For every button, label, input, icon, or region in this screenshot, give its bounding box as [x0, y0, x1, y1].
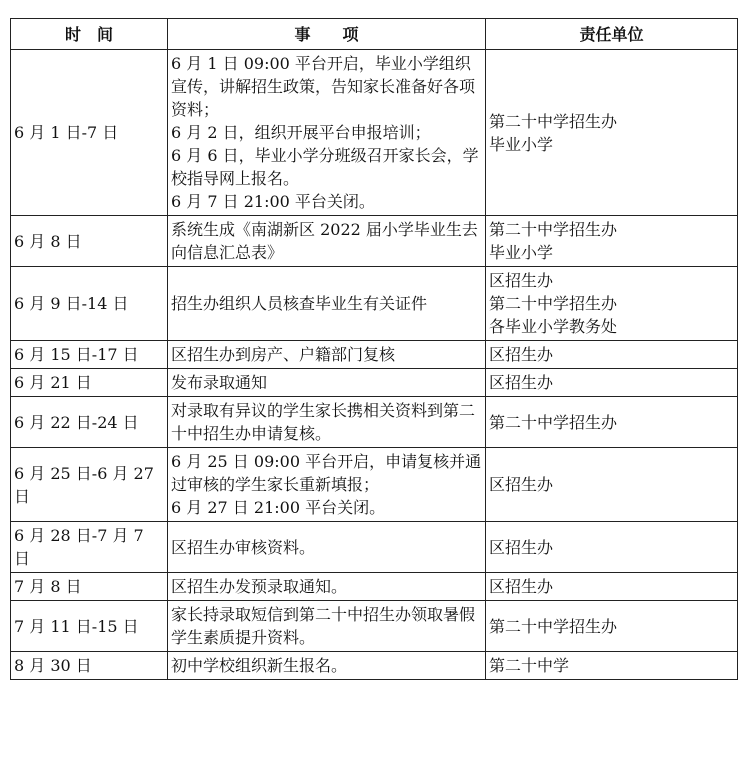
dept-cell — [486, 341, 738, 369]
time-cell: 6 月 1 日-7 日 — [11, 50, 168, 216]
dept-line: 第二十中学招生办 — [489, 220, 618, 239]
item-cell — [168, 267, 486, 341]
time-cell: 6 月 15 日-17 日 — [11, 341, 168, 369]
item-cell — [168, 573, 486, 601]
item-line: 对录取有异议的学生家长携相关资料到第二十中招生办申请复核。 — [171, 401, 476, 443]
header-dept: 责任单位 — [486, 19, 738, 50]
dept-line: 毕业小学 — [489, 243, 554, 262]
time-cell: 6 月 25 日-6 月 27 日 — [11, 448, 168, 522]
item-line: 家长持录取短信到第二十中招生办领取暑假学生素质提升资料。 — [171, 605, 476, 647]
item-line: 6 月 1 日 09:00 平台开启，毕业小学组织宣传，讲解招生政策，告知家长准备好各项资料； — [171, 54, 476, 119]
dept-line: 各毕业小学教务处 — [489, 317, 618, 336]
dept-line: 第二十中学招生办 — [489, 616, 618, 636]
table-row — [11, 267, 738, 341]
dept-cell — [486, 448, 738, 522]
dept-line: 第二十中学招生办 — [489, 412, 618, 432]
item-cell — [168, 652, 486, 680]
item-line: 区招生办审核资料。 — [171, 537, 316, 557]
time-cell: 6 月 21 日 — [11, 369, 168, 397]
time-cell: 6 月 22 日-24 日 — [11, 397, 168, 448]
table-row — [11, 448, 738, 522]
dept-cell — [486, 601, 738, 652]
table-row — [11, 341, 738, 369]
item-cell — [168, 216, 486, 267]
dept-line: 区招生办 — [489, 373, 554, 392]
dept-line: 区招生办 — [489, 271, 554, 290]
enrollment-schedule-table — [10, 18, 738, 680]
item-line: 区招生办到房产、户籍部门复核 — [171, 345, 396, 364]
item-cell — [168, 522, 486, 573]
table-row — [11, 601, 738, 652]
item-cell — [168, 448, 486, 522]
item-line: 6 月 7 日 21:00 平台关闭。 — [171, 192, 375, 211]
item-cell — [168, 601, 486, 652]
dept-line: 区招生办 — [489, 345, 554, 364]
time-cell: 7 月 8 日 — [11, 573, 168, 601]
table-header-row — [11, 19, 738, 50]
table-row — [11, 522, 738, 573]
dept-cell — [486, 522, 738, 573]
dept-cell — [486, 652, 738, 680]
item-cell — [168, 369, 486, 397]
time-cell: 8 月 30 日 — [11, 652, 168, 680]
item-line: 初中学校组织新生报名。 — [171, 656, 348, 675]
dept-line: 区招生办 — [489, 577, 554, 596]
dept-line: 第二十中学 — [489, 656, 570, 675]
table-row — [11, 573, 738, 601]
dept-cell — [486, 50, 738, 216]
time-cell: 6 月 8 日 — [11, 216, 168, 267]
item-line: 6 月 27 日 21:00 平台关闭。 — [171, 498, 386, 517]
item-line: 6 月 2 日，组织开展平台申报培训； — [171, 123, 431, 142]
table-row — [11, 369, 738, 397]
item-line: 区招生办发预录取通知。 — [171, 577, 348, 596]
dept-cell — [486, 216, 738, 267]
table-row — [11, 216, 738, 267]
header-item: 事 项 — [168, 19, 486, 50]
item-cell — [168, 341, 486, 369]
dept-cell — [486, 397, 738, 448]
item-line: 招生办组织人员核查毕业生有关证件 — [171, 294, 428, 313]
item-cell — [168, 397, 486, 448]
item-line: 发布录取通知 — [171, 373, 268, 392]
time-cell: 7 月 11 日-15 日 — [11, 601, 168, 652]
table-row — [11, 652, 738, 680]
item-line: 系统生成《南湖新区 2022 届小学毕业生去向信息汇总表》 — [171, 220, 478, 262]
header-time: 时 间 — [11, 19, 168, 50]
item-line: 6 月 6 日，毕业小学分班级召开家长会，学校指导网上报名。 — [171, 146, 479, 188]
dept-cell — [486, 267, 738, 341]
dept-line: 第二十中学招生办 — [489, 294, 618, 313]
dept-cell — [486, 369, 738, 397]
dept-line: 第二十中学招生办 — [489, 111, 618, 131]
table-row — [11, 50, 738, 216]
time-cell: 6 月 28 日-7 月 7 日 — [11, 522, 168, 573]
dept-cell — [486, 573, 738, 601]
dept-line: 区招生办 — [489, 537, 554, 557]
table-row — [11, 397, 738, 448]
item-cell — [168, 50, 486, 216]
time-cell: 6 月 9 日-14 日 — [11, 267, 168, 341]
dept-line: 毕业小学 — [489, 134, 554, 154]
dept-line: 区招生办 — [489, 475, 554, 494]
item-line: 6 月 25 日 09:00 平台开启，申请复核并通过审核的学生家长重新填报； — [171, 452, 482, 494]
